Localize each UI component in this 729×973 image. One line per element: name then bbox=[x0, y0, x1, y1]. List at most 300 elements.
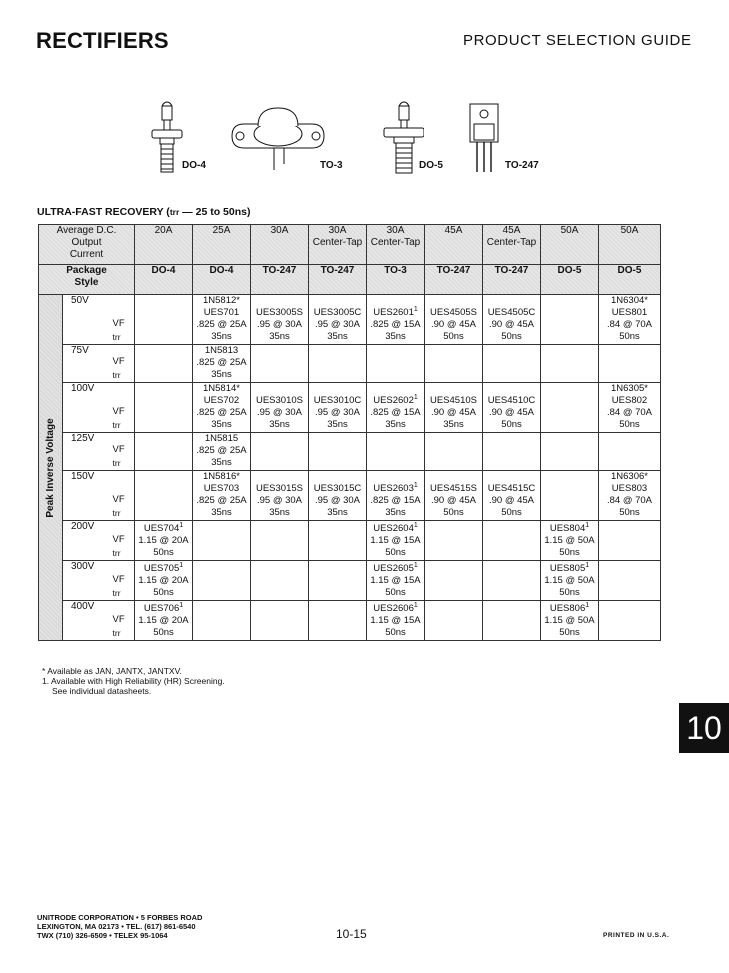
cell-text: .90 @ 45A bbox=[430, 407, 477, 418]
part-cell-box bbox=[425, 295, 482, 344]
forward-voltage bbox=[251, 407, 308, 419]
part-cell-box bbox=[251, 561, 308, 600]
part-cell bbox=[541, 295, 599, 345]
cell-text: 50ns bbox=[501, 419, 522, 430]
part-number bbox=[193, 345, 250, 357]
part-cell bbox=[425, 561, 483, 601]
part-cell bbox=[309, 433, 367, 471]
cell-text: 35ns bbox=[385, 331, 406, 342]
part-cell-box bbox=[599, 601, 660, 640]
part-cell-box bbox=[367, 471, 424, 520]
cell-text: UES804 bbox=[549, 523, 586, 534]
cell-text: 35ns bbox=[269, 419, 290, 430]
recovery-time bbox=[541, 547, 598, 559]
part-cell bbox=[193, 295, 251, 345]
forward-voltage bbox=[251, 319, 308, 331]
part-number bbox=[483, 483, 540, 495]
cell-text: 1.15 @ 20A bbox=[138, 575, 189, 586]
part-cell-box bbox=[541, 601, 598, 640]
voltage-label: 150V bbox=[63, 471, 109, 521]
recovery-time bbox=[309, 331, 366, 343]
cell-text: 35ns bbox=[327, 507, 348, 518]
part-number bbox=[599, 395, 660, 407]
part-cell-box bbox=[135, 295, 192, 344]
footer-line1: UNITRODE CORPORATION • 5 FORBES ROAD bbox=[37, 913, 203, 922]
forward-voltage bbox=[193, 357, 250, 369]
part-cell-box bbox=[483, 433, 540, 470]
cell-text: 35ns bbox=[211, 507, 232, 518]
company-footer bbox=[37, 913, 202, 940]
hr-footnote-mark: 1 bbox=[413, 521, 418, 529]
part-cell-box bbox=[367, 383, 424, 432]
cell-text: .84 @ 70A bbox=[606, 407, 653, 418]
cell-text: UES701 bbox=[203, 307, 240, 318]
part-cell-box bbox=[425, 383, 482, 432]
hr-footnote-mark: 1 bbox=[413, 601, 418, 609]
corner-header-line: Current bbox=[69, 249, 104, 260]
current-value: 30A bbox=[386, 225, 405, 236]
part-cell-box bbox=[367, 433, 424, 470]
hr-footnote-mark: 1 bbox=[179, 601, 184, 609]
voltage-row bbox=[39, 471, 661, 521]
cell-text: .95 @ 30A bbox=[256, 495, 303, 506]
package-header-line: Style bbox=[74, 277, 99, 288]
part-number bbox=[135, 563, 192, 575]
current-header bbox=[251, 225, 309, 265]
part-cell-box bbox=[483, 345, 540, 382]
part-cell-box bbox=[135, 521, 192, 560]
voltage-label: 400V bbox=[63, 601, 109, 641]
recovery-time bbox=[599, 331, 660, 343]
part-cell-box bbox=[135, 601, 192, 640]
current-subtype: Center-Tap bbox=[312, 237, 363, 248]
part-cell bbox=[193, 383, 251, 433]
recovery-time bbox=[425, 331, 482, 343]
recovery-time bbox=[483, 331, 540, 343]
cell-text: 50ns bbox=[559, 627, 580, 638]
recovery-time bbox=[309, 419, 366, 431]
part-cell bbox=[483, 521, 541, 561]
part-cell bbox=[367, 471, 425, 521]
footer-line2: LEXINGTON, MA 02173 • TEL. (617) 861-6540 bbox=[37, 922, 196, 931]
forward-voltage bbox=[309, 495, 366, 507]
cell-text: UES4510C bbox=[487, 395, 536, 406]
current-value: 45A bbox=[502, 225, 521, 236]
cell-text: 50ns bbox=[619, 331, 640, 342]
current-header bbox=[135, 225, 193, 265]
part-cell bbox=[425, 521, 483, 561]
cell-text: .90 @ 45A bbox=[430, 319, 477, 330]
part-cell-box bbox=[193, 383, 250, 432]
cell-text: .825 @ 15A bbox=[370, 495, 421, 506]
part-cell-box bbox=[599, 521, 660, 560]
forward-voltage bbox=[367, 495, 424, 507]
forward-voltage bbox=[425, 319, 482, 331]
part-cell bbox=[425, 383, 483, 433]
recovery-time bbox=[367, 627, 424, 639]
part-number bbox=[135, 523, 192, 535]
cell-text: .90 @ 45A bbox=[488, 495, 535, 506]
part-number bbox=[193, 395, 250, 407]
part-number bbox=[193, 307, 250, 319]
part-cell-box bbox=[309, 561, 366, 600]
forward-voltage bbox=[251, 495, 308, 507]
part-cell bbox=[541, 561, 599, 601]
forward-voltage bbox=[309, 407, 366, 419]
cell-text: 35ns bbox=[211, 331, 232, 342]
voltage-row bbox=[39, 383, 661, 433]
cell-text: UES3005C bbox=[313, 307, 362, 318]
package-corner-header bbox=[39, 265, 135, 295]
forward-voltage bbox=[309, 319, 366, 331]
cell-text: 35ns bbox=[211, 419, 232, 430]
part-number bbox=[367, 307, 424, 319]
cell-text: 50ns bbox=[385, 547, 406, 558]
cell-text: 50ns bbox=[443, 507, 464, 518]
forward-voltage bbox=[367, 615, 424, 627]
cell-text: 35ns bbox=[327, 419, 348, 430]
part-cell bbox=[367, 521, 425, 561]
part-cell-box bbox=[309, 433, 366, 470]
part-cell bbox=[135, 521, 193, 561]
part-cell bbox=[425, 601, 483, 641]
cell-text: UES2605 bbox=[373, 563, 414, 574]
package-style: DO-5 bbox=[599, 265, 661, 295]
cell-text: 35ns bbox=[211, 369, 232, 380]
corner-header-line: Output bbox=[71, 237, 102, 248]
to3-package-icon bbox=[228, 104, 328, 176]
part-number bbox=[541, 523, 598, 535]
do4-package-icon bbox=[145, 96, 195, 186]
symbol-cell bbox=[109, 561, 135, 601]
recovery-time bbox=[135, 627, 192, 639]
recovery-time bbox=[193, 419, 250, 431]
cell-text: .95 @ 30A bbox=[314, 495, 361, 506]
vf-symbol: VF bbox=[112, 444, 125, 455]
symbol-box bbox=[111, 471, 135, 520]
cell-text: UES4510S bbox=[429, 395, 477, 406]
part-number bbox=[309, 483, 366, 495]
part-cell bbox=[135, 601, 193, 641]
part-number bbox=[599, 383, 660, 395]
cell-text: 1.15 @ 15A bbox=[370, 575, 421, 586]
part-cell-box bbox=[425, 345, 482, 382]
cell-text: UES2601 bbox=[373, 307, 414, 318]
voltage-label: 200V bbox=[63, 521, 109, 561]
cell-text: 50ns bbox=[501, 331, 522, 342]
part-cell bbox=[599, 521, 661, 561]
package-style: TO-247 bbox=[483, 265, 541, 295]
voltage-row bbox=[39, 295, 661, 345]
part-cell bbox=[309, 295, 367, 345]
part-cell bbox=[251, 471, 309, 521]
current-header bbox=[425, 225, 483, 265]
cell-text: UES3010S bbox=[255, 395, 303, 406]
part-cell bbox=[135, 433, 193, 471]
cell-text: UES706 bbox=[143, 603, 180, 614]
corner-header-line: Average D.C. bbox=[56, 225, 117, 236]
cell-text: .825 @ 15A bbox=[370, 319, 421, 330]
part-number bbox=[483, 395, 540, 407]
part-cell bbox=[599, 601, 661, 641]
part-number bbox=[193, 433, 250, 445]
section-heading: ULTRA-FAST RECOVERY (trr — 25 to 50ns) bbox=[37, 206, 251, 218]
vf-symbol: VF bbox=[112, 318, 125, 329]
voltage-row bbox=[39, 433, 661, 471]
forward-voltage bbox=[425, 495, 482, 507]
recovery-time bbox=[193, 457, 250, 469]
cell-text: UES805 bbox=[549, 563, 586, 574]
part-number bbox=[425, 483, 482, 495]
current-header bbox=[541, 225, 599, 265]
to247-package-icon bbox=[466, 100, 506, 178]
current-header bbox=[483, 225, 541, 265]
part-cell bbox=[251, 383, 309, 433]
cell-text: UES802 bbox=[611, 395, 648, 406]
part-cell-box bbox=[483, 561, 540, 600]
package-style: DO-4 bbox=[193, 265, 251, 295]
cell-text: 1N5816* bbox=[203, 471, 240, 482]
symbol-cell bbox=[109, 521, 135, 561]
part-cell-box bbox=[483, 601, 540, 640]
cell-text: .825 @ 25A bbox=[196, 357, 247, 368]
forward-voltage bbox=[193, 407, 250, 419]
part-number bbox=[367, 483, 424, 495]
part-cell bbox=[367, 601, 425, 641]
package-style: DO-5 bbox=[541, 265, 599, 295]
footer-line3: TWX (710) 326-6509 • TELEX 95-1064 bbox=[37, 931, 168, 940]
recovery-time bbox=[135, 587, 192, 599]
printed-in: PRINTED IN U.S.A. bbox=[603, 932, 670, 939]
symbol-cell bbox=[109, 345, 135, 383]
part-cell bbox=[367, 561, 425, 601]
hr-footnote-mark: 1 bbox=[413, 481, 418, 489]
part-cell-box bbox=[193, 295, 250, 344]
part-cell bbox=[367, 345, 425, 383]
part-number bbox=[251, 483, 308, 495]
part-number bbox=[309, 395, 366, 407]
cell-text: UES801 bbox=[611, 307, 648, 318]
cell-text: 50ns bbox=[385, 587, 406, 598]
hr-footnote-mark: 1 bbox=[585, 601, 590, 609]
voltage-row bbox=[39, 561, 661, 601]
cell-text: 50ns bbox=[559, 547, 580, 558]
recovery-time bbox=[599, 419, 660, 431]
footnotes bbox=[42, 666, 225, 696]
piv-label-wrap bbox=[39, 295, 62, 640]
cell-text: .84 @ 70A bbox=[606, 495, 653, 506]
do4-label: DO-4 bbox=[182, 160, 206, 171]
part-cell-box bbox=[367, 601, 424, 640]
cell-text: 1N5815 bbox=[204, 433, 239, 444]
cell-text: UES4505C bbox=[487, 307, 536, 318]
recovery-time bbox=[251, 419, 308, 431]
recovery-time bbox=[483, 507, 540, 519]
cell-text: UES3015C bbox=[313, 483, 362, 494]
part-cell bbox=[541, 521, 599, 561]
voltage-label: 50V bbox=[63, 295, 109, 345]
recovery-time bbox=[367, 587, 424, 599]
part-cell bbox=[309, 383, 367, 433]
hr-footnote-mark: 1 bbox=[179, 561, 184, 569]
hr-footnote-mark: 1 bbox=[413, 561, 418, 569]
forward-voltage bbox=[367, 535, 424, 547]
forward-voltage bbox=[541, 575, 598, 587]
cell-text: 1.15 @ 15A bbox=[370, 615, 421, 626]
part-cell bbox=[135, 561, 193, 601]
part-number bbox=[599, 471, 660, 483]
package-style: DO-4 bbox=[135, 265, 193, 295]
part-number bbox=[425, 395, 482, 407]
cell-text: 1N5812* bbox=[203, 295, 240, 306]
current-header bbox=[599, 225, 661, 265]
hr-footnote-mark: 1 bbox=[585, 521, 590, 529]
cell-text: 50ns bbox=[153, 627, 174, 638]
part-number bbox=[251, 307, 308, 319]
forward-voltage bbox=[193, 445, 250, 457]
part-cell-box bbox=[193, 433, 250, 470]
voltage-row bbox=[39, 345, 661, 383]
trr-symbol: trr bbox=[112, 370, 121, 380]
cell-text: .90 @ 45A bbox=[488, 407, 535, 418]
current-value: 50A bbox=[620, 225, 639, 236]
part-number bbox=[367, 603, 424, 615]
part-cell bbox=[425, 471, 483, 521]
cell-text: 50ns bbox=[619, 507, 640, 518]
part-cell-box bbox=[541, 521, 598, 560]
part-cell-box bbox=[193, 601, 250, 640]
footnote-jan: * Available as JAN, JANTX, JANTXV. bbox=[42, 666, 182, 676]
cell-text: 1.15 @ 20A bbox=[138, 535, 189, 546]
recovery-time bbox=[193, 369, 250, 381]
forward-voltage bbox=[541, 535, 598, 547]
recovery-time bbox=[541, 627, 598, 639]
part-cell bbox=[599, 383, 661, 433]
part-cell-box bbox=[483, 383, 540, 432]
part-number bbox=[251, 395, 308, 407]
symbol-cell bbox=[109, 471, 135, 521]
trr-symbol: trr bbox=[112, 508, 121, 518]
recovery-time bbox=[251, 507, 308, 519]
part-cell-box bbox=[483, 521, 540, 560]
cell-text: 35ns bbox=[269, 507, 290, 518]
cell-text: 1N6304* bbox=[611, 295, 648, 306]
symbol-cell bbox=[109, 383, 135, 433]
piv-label: Peak Inverse Voltage bbox=[44, 417, 56, 518]
part-cell-box bbox=[309, 601, 366, 640]
part-cell bbox=[193, 601, 251, 641]
cell-text: 35ns bbox=[385, 419, 406, 430]
part-cell-box bbox=[309, 521, 366, 560]
vf-symbol: VF bbox=[112, 574, 125, 585]
current-subtype: Center-Tap bbox=[370, 237, 421, 248]
cell-text: .95 @ 30A bbox=[256, 319, 303, 330]
cell-text: 35ns bbox=[327, 331, 348, 342]
cell-text: 1.15 @ 50A bbox=[544, 615, 595, 626]
part-cell bbox=[599, 561, 661, 601]
voltage-label: 75V bbox=[63, 345, 109, 383]
part-cell bbox=[483, 433, 541, 471]
part-cell bbox=[193, 433, 251, 471]
piv-label-cell bbox=[39, 295, 63, 641]
part-cell bbox=[483, 471, 541, 521]
part-cell-box bbox=[599, 433, 660, 470]
hr-footnote-mark: 1 bbox=[413, 393, 418, 401]
forward-voltage bbox=[599, 495, 660, 507]
cell-text: UES4515C bbox=[487, 483, 536, 494]
part-cell-box bbox=[425, 601, 482, 640]
part-number bbox=[541, 603, 598, 615]
vf-symbol: VF bbox=[112, 406, 125, 417]
cell-text: .825 @ 25A bbox=[196, 319, 247, 330]
part-cell-box bbox=[425, 521, 482, 560]
part-cell-box bbox=[135, 345, 192, 382]
recovery-time bbox=[541, 587, 598, 599]
vf-symbol: VF bbox=[112, 614, 125, 625]
recovery-time bbox=[367, 507, 424, 519]
trr-symbol: trr bbox=[112, 332, 121, 342]
current-corner-header bbox=[39, 225, 135, 265]
cell-text: .825 @ 25A bbox=[196, 407, 247, 418]
trr-symbol: trr bbox=[112, 628, 121, 638]
part-cell bbox=[599, 345, 661, 383]
part-number bbox=[425, 307, 482, 319]
forward-voltage bbox=[425, 407, 482, 419]
part-cell bbox=[251, 345, 309, 383]
part-cell bbox=[309, 601, 367, 641]
part-cell bbox=[483, 561, 541, 601]
part-cell bbox=[135, 345, 193, 383]
part-cell-box bbox=[367, 561, 424, 600]
recovery-time bbox=[367, 419, 424, 431]
part-cell-box bbox=[251, 521, 308, 560]
forward-voltage bbox=[483, 407, 540, 419]
symbol-box bbox=[111, 345, 135, 382]
part-cell bbox=[483, 601, 541, 641]
current-header bbox=[309, 225, 367, 265]
page-number: 10-15 bbox=[336, 927, 367, 941]
forward-voltage bbox=[483, 319, 540, 331]
cell-text: 1.15 @ 15A bbox=[370, 535, 421, 546]
cell-text: .95 @ 30A bbox=[314, 319, 361, 330]
cell-text: 50ns bbox=[385, 627, 406, 638]
part-cell bbox=[425, 345, 483, 383]
part-number bbox=[193, 383, 250, 395]
part-cell bbox=[599, 295, 661, 345]
part-cell bbox=[367, 295, 425, 345]
current-value: 50A bbox=[560, 225, 579, 236]
cell-text: .825 @ 25A bbox=[196, 445, 247, 456]
cell-text: 1N5814* bbox=[203, 383, 240, 394]
vf-symbol: VF bbox=[112, 356, 125, 367]
cell-text: .825 @ 15A bbox=[370, 407, 421, 418]
part-cell bbox=[251, 433, 309, 471]
cell-text: .95 @ 30A bbox=[256, 407, 303, 418]
voltage-label: 100V bbox=[63, 383, 109, 433]
part-cell bbox=[193, 561, 251, 601]
guide-title: PRODUCT SELECTION GUIDE bbox=[463, 32, 692, 49]
cell-text: 35ns bbox=[443, 419, 464, 430]
recovery-time bbox=[251, 331, 308, 343]
part-cell bbox=[193, 345, 251, 383]
symbol-box bbox=[111, 601, 135, 640]
cell-text: 1.15 @ 50A bbox=[544, 575, 595, 586]
cell-text: 35ns bbox=[269, 331, 290, 342]
current-value: 45A bbox=[444, 225, 463, 236]
part-cell-box bbox=[599, 561, 660, 600]
current-value: 20A bbox=[154, 225, 173, 236]
part-cell bbox=[367, 433, 425, 471]
